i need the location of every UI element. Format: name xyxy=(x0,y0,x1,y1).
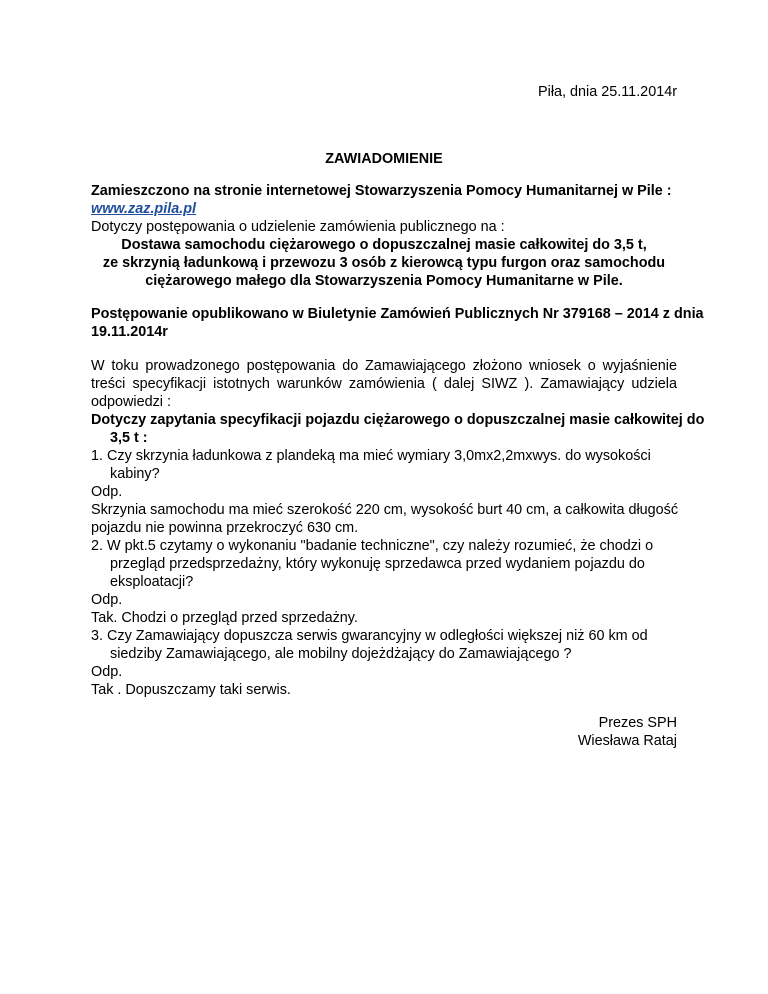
section-heading: Dotyczy zapytania specyfikacji pojazdu ciężarowego o dopuszczalnej masie całkowitej do xyxy=(91,412,705,428)
subject-line: ciężarowego małego dla Stowarzyszenia Pomocy Humanitarne w Pile. xyxy=(145,273,623,289)
question-1: kabiny? xyxy=(110,466,160,482)
answer-3: Tak . Dopuszczamy taki serwis. xyxy=(91,682,291,698)
question-2: przegląd przedsprzedażny, który wykonuję sprzedawca przed wydaniem pojazdu do xyxy=(110,556,645,572)
signature-role: Prezes SPH xyxy=(598,715,677,731)
publication-line: Postępowanie opublikowano w Biuletynie Zamówień Publicznych Nr 379168 – 2014 z dnia xyxy=(91,306,704,322)
date-line: Piła, dnia 25.11.2014r xyxy=(538,84,677,100)
website-link[interactable]: www.zaz.pila.pl xyxy=(91,201,197,217)
subject-line: Dostawa samochodu ciężarowego o dopuszczalnej masie całkowitej do 3,5 t, xyxy=(121,237,647,253)
question-3: 3. Czy Zamawiający dopuszcza serwis gwarancyjny w odległości większej niż 60 km od xyxy=(91,628,648,644)
signature-name: Wiesława Rataj xyxy=(577,733,677,749)
answer-label: Odp. xyxy=(91,484,123,500)
answer-label: Odp. xyxy=(91,592,123,608)
question-3: siedziby Zamawiającego, ale mobilny dojeżdżający do Zamawiającego ? xyxy=(110,646,572,662)
question-2: eksploatacji? xyxy=(110,574,194,590)
paragraph-line: treści specyfikacji istotnych warunków zamówienia ( dalej SIWZ ). Zamawiający udziela xyxy=(91,376,677,392)
document-title: ZAWIADOMIENIE xyxy=(325,151,443,167)
answer-1: pojazdu nie powinna przekroczyć 630 cm. xyxy=(91,520,359,536)
publication-line: 19.11.2014r xyxy=(91,324,168,340)
answer-label: Odp. xyxy=(91,664,123,680)
paragraph-line: odpowiedzi : xyxy=(91,394,171,410)
answer-1: Skrzynia samochodu ma mieć szerokość 220 cm, wysokość burt 40 cm, a całkowita długość xyxy=(91,502,679,518)
subject-line: ze skrzynią ładunkową i przewozu 3 osób z kierowcą typu furgon oraz samochodu xyxy=(102,255,666,271)
question-2: 2. W pkt.5 czytamy o wykonaniu "badanie techniczne", czy należy rozumieć, że chodzi o xyxy=(91,538,654,554)
paragraph-line: W toku prowadzonego postępowania do Zamawiającego złożono wniosek o wyjaśnienie xyxy=(91,358,677,374)
intro-subject-line: Dotyczy postępowania o udzielenie zamówienia publicznego na : xyxy=(91,219,505,235)
question-1: 1. Czy skrzynia ładunkowa z plandeką ma mieć wymiary 3,0mx2,2mxwys. do wysokości xyxy=(91,448,651,464)
intro-line: Zamieszczono na stronie internetowej Stowarzyszenia Pomocy Humanitarnej w Pile : xyxy=(91,183,672,199)
section-heading: 3,5 t : xyxy=(110,430,148,446)
answer-2: Tak. Chodzi o przegląd przed sprzedażny. xyxy=(91,610,358,626)
